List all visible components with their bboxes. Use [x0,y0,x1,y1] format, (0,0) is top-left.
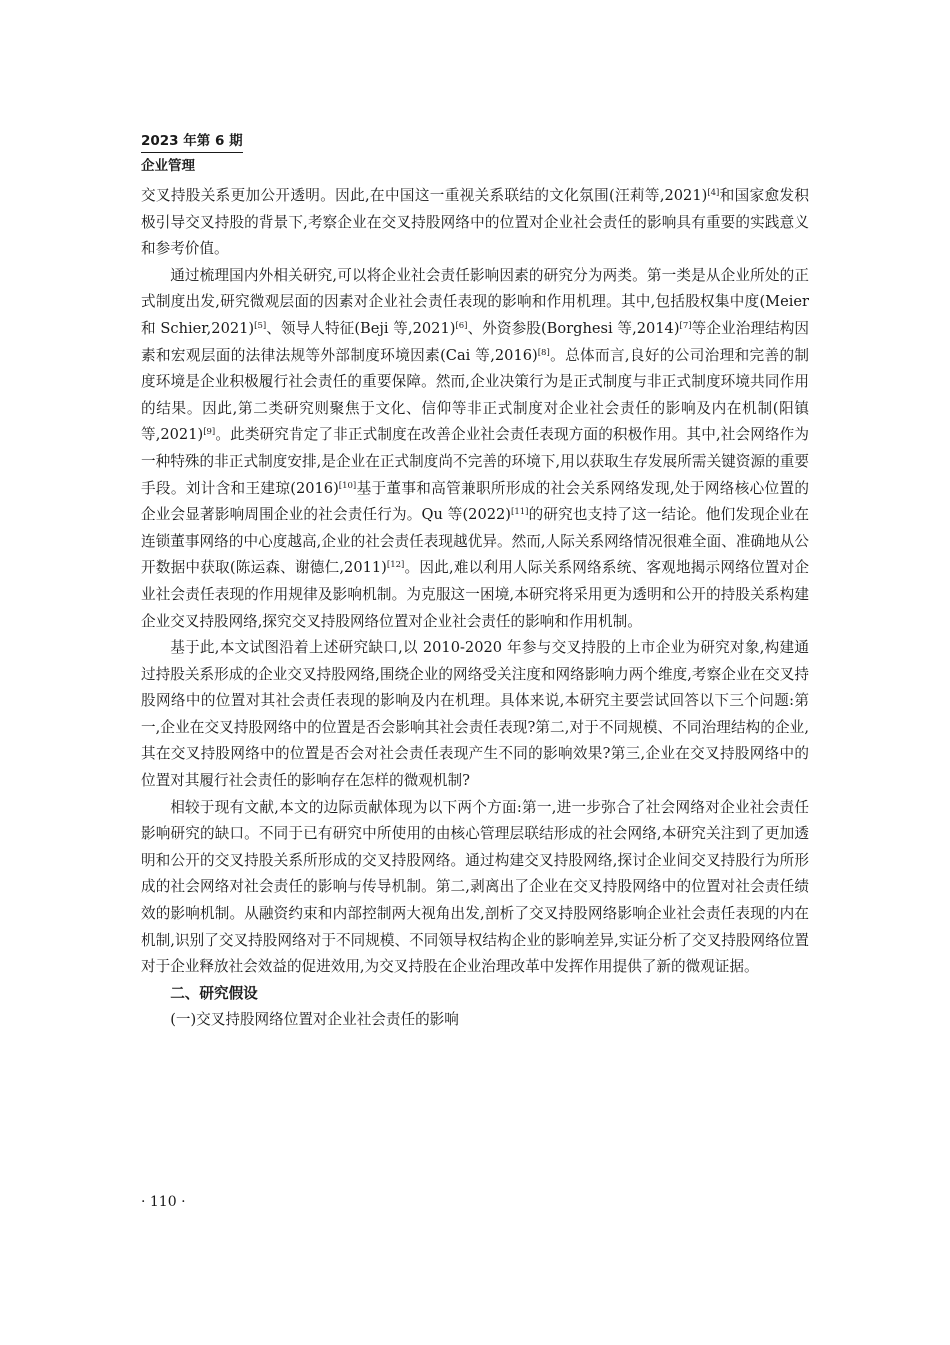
citation-ref: [10] [338,480,357,491]
citation-ref: [6] [455,320,468,331]
section-heading: 二、研究假设 [170,984,258,1002]
citation-ref: [8] [537,347,550,358]
paragraph-continuation: 交叉持股关系更加公开透明。因此,在中国这一重视关系联结的文化氛围(汪莉等,2021)[4]和国家愈发积极引导交叉持股的背景下,考察企业在交叉持股网络中的位置对企业社会责任的影响具有重要的实践意义和参考价值。 [141,187,809,258]
citation-ref: [9] [203,427,216,438]
journal-issue: 2023 年第 6 期 [141,132,243,153]
citation-ref: [4] [707,188,720,198]
page-number: · 110 · [141,1194,186,1210]
paragraph-literature-review: 通过梳理国内外相关研究,可以将企业社会责任影响因素的研究分为两类。第一类是从企业所处的正式制度出发,研究微观层面的因素对企业社会责任表现的影响和作用机理。其中,包括股权集中度(Meier 和 Schier,2021)[5]、领导人特征(Beji 等,2021)[6]、外资参股(Borghesi 等,2014)[7]等企业治理结构因素和宏观层面的法律法规等外部制度环境因素(Cai 等,2016)[8]。总体而言,良好的公司治理和完善的制度环境是企业积极履行社会责任的重要保障。然而,企业决策行为是正式制度与非正式制度环境共同作用的结果。因此,第二类研究则聚焦于文化、信仰等非正式制度对企业社会责任的影响及内在机制(阳镇等,2021)[9]。此类研究肯定了非正式制度在改善企业社会责任表现方面的积极作用。其中,社会网络作为一种特殊的非正式制度安排,是企业在正式制度尚不完善的环境下,用以获取生存发展所需关键资源的重要手段。刘计含和王建琼(2016)[10]基于董事和高管兼职所形成的社会关系网络发现,处于网络核心位置的企业会显著影响周围企业的社会责任行为。Qu 等(2022)[11]的研究也支持了这一结论。他们发现企业在连锁董事网络的中心度越高,企业的社会责任表现越优异。然而,人际关系网络情况很难全面、准确地从公开数据中获取(陈运森、谢德仁,2011)[12]。因此,难以利用人际关系网络系统、客观地揭示网络位置对企业社会责任表现的作用规律及影响机制。为克服这一困境,本研究将采用更为透明和公开的持股关系构建企业交叉持股网络,探究交叉持股网络位置对企业社会责任的影响和作用机制。 [141,266,810,630]
citation-ref: [7] [679,320,692,331]
citation-ref: [5] [254,320,267,331]
paragraph-contributions: 相较于现有文献,本文的边际贡献体现为以下两个方面:第一,进一步弥合了社会网络对企业社会责任影响研究的缺口。不同于已有研究中所使用的由核心管理层联结形成的社会网络,本研究关注到了更加透明和公开的交叉持股关系所形成的交叉持股网络。通过构建交叉持股网络,探讨企业间交叉持股行为所形成的社会网络对社会责任的影响与传导机制。第二,剥离出了企业在交叉持股网络中的位置对社会责任绩效的影响机制。从融资约束和内部控制两大视角出发,剖析了交叉持股网络影响企业社会责任表现的内在机制,识别了交叉持股网络对于不同规模、不同领导权结构企业的影响差异,实证分析了交叉持股网络位置对于企业释放社会效益的促进效用,为交叉持股在企业治理改革中发挥作用提供了新的微观证据。 [141,798,809,976]
article-body [141,183,809,1034]
running-header [141,130,243,175]
citation-ref: [12] [386,560,405,571]
subsection-heading: (一)交叉持股网络位置对企业社会责任的影响 [170,1011,459,1029]
paragraph-research-questions: 基于此,本文试图沿着上述研究缺口,以 2010-2020 年参与交叉持股的上市企业为研究对象,构建通过持股关系形成的企业交叉持股网络,围绕企业的网络受关注度和网络影响力两个维度,考察企业在交叉持股网络中的位置对其社会责任表现的影响及内在机理。具体来说,本研究主要尝试回答以下三个问题:第一,企业在交叉持股网络中的位置是否会影响其社会责任表现?第二,对于不同规模、不同治理结构的企业,其在交叉持股网络中的位置是否会对社会责任表现产生不同的影响效果?第三,企业在交叉持股网络中的位置对其履行社会责任的影响存在怎样的微观机制? [141,639,809,790]
journal-section: 企业管理 [141,158,195,174]
citation-ref: [11] [511,507,529,518]
